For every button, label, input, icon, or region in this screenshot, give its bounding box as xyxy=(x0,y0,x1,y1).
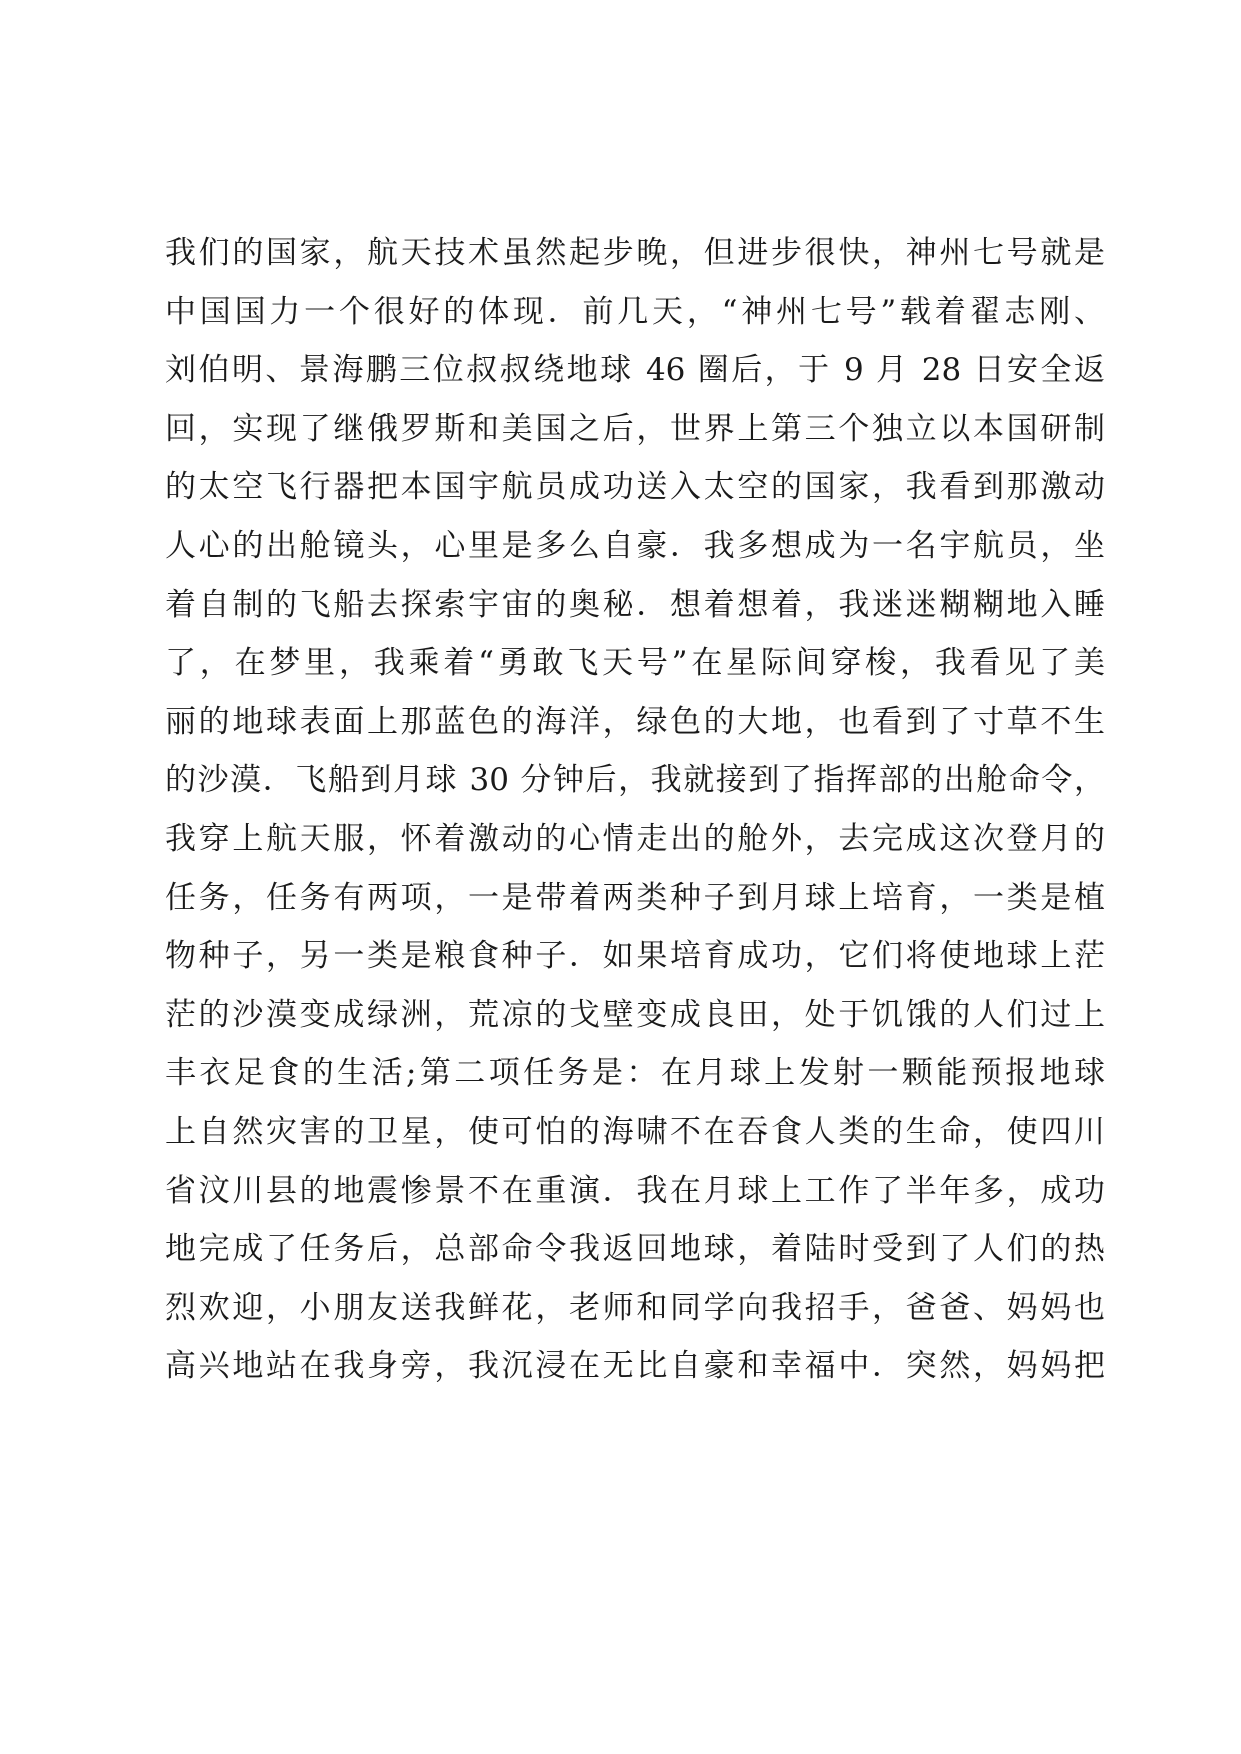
text-line: 的沙漠．飞船到月球 30 分钟后，我就接到了指挥部的出舱命令， xyxy=(165,762,1105,799)
text-line: 刘伯明、景海鹏三位叔叔绕地球 46 圈后，于 9 月 28 日安全返 xyxy=(165,352,1105,389)
text-line: 人心的出舱镜头，心里是多么自豪．我多想成为一名宇航员，坐 xyxy=(165,527,1105,564)
text-line: 回，实现了继俄罗斯和美国之后，世界上第三个独立以本国研制 xyxy=(165,410,1105,447)
text-line: 丽的地球表面上那蓝色的海洋，绿色的大地，也看到了寸草不生 xyxy=(165,703,1105,740)
text-line: 了，在梦里，我乘着“勇敢飞天号”在星际间穿梭，我看见了美 xyxy=(165,645,1105,682)
text-line: 我们的国家，航天技术虽然起步晚，但进步很快，神州七号就是 xyxy=(165,235,1105,271)
text-line: 我穿上航天服，怀着激动的心情走出的舱外，去完成这次登月的 xyxy=(165,820,1105,857)
text-line: 物种子，另一类是粮食种子．如果培育成功，它们将使地球上茫 xyxy=(165,938,1105,975)
text-line: 着自制的飞船去探索宇宙的奥秘．想着想着，我迷迷糊糊地入睡 xyxy=(165,586,1105,623)
text-line: 丰衣足食的生活;第二项任务是：在月球上发射一颗能预报地球 xyxy=(165,1055,1105,1092)
text-line: 中国国力一个很好的体现．前几天，“神州七号”载着翟志刚、 xyxy=(165,293,1105,330)
text-line: 上自然灾害的卫星，使可怕的海啸不在吞食人类的生命，使四川 xyxy=(165,1113,1105,1150)
body-paragraph xyxy=(165,224,1105,1396)
text-line: 烈欢迎，小朋友送我鲜花，老师和同学向我招手，爸爸、妈妈也 xyxy=(165,1289,1105,1326)
text-line: 的太空飞行器把本国宇航员成功送入太空的国家，我看到那激动 xyxy=(165,469,1105,506)
text-line: 地完成了任务后，总部命令我返回地球，着陆时受到了人们的热 xyxy=(165,1231,1105,1268)
text-line: 高兴地站在我身旁，我沉浸在无比自豪和幸福中．突然，妈妈把 xyxy=(165,1348,1105,1385)
text-line: 省汶川县的地震惨景不在重演．我在月球上工作了半年多，成功 xyxy=(165,1172,1105,1209)
text-line: 茫的沙漠变成绿洲，荒凉的戈壁变成良田，处于饥饿的人们过上 xyxy=(165,996,1105,1033)
text-line: 任务，任务有两项，一是带着两类种子到月球上培育，一类是植 xyxy=(165,879,1105,916)
